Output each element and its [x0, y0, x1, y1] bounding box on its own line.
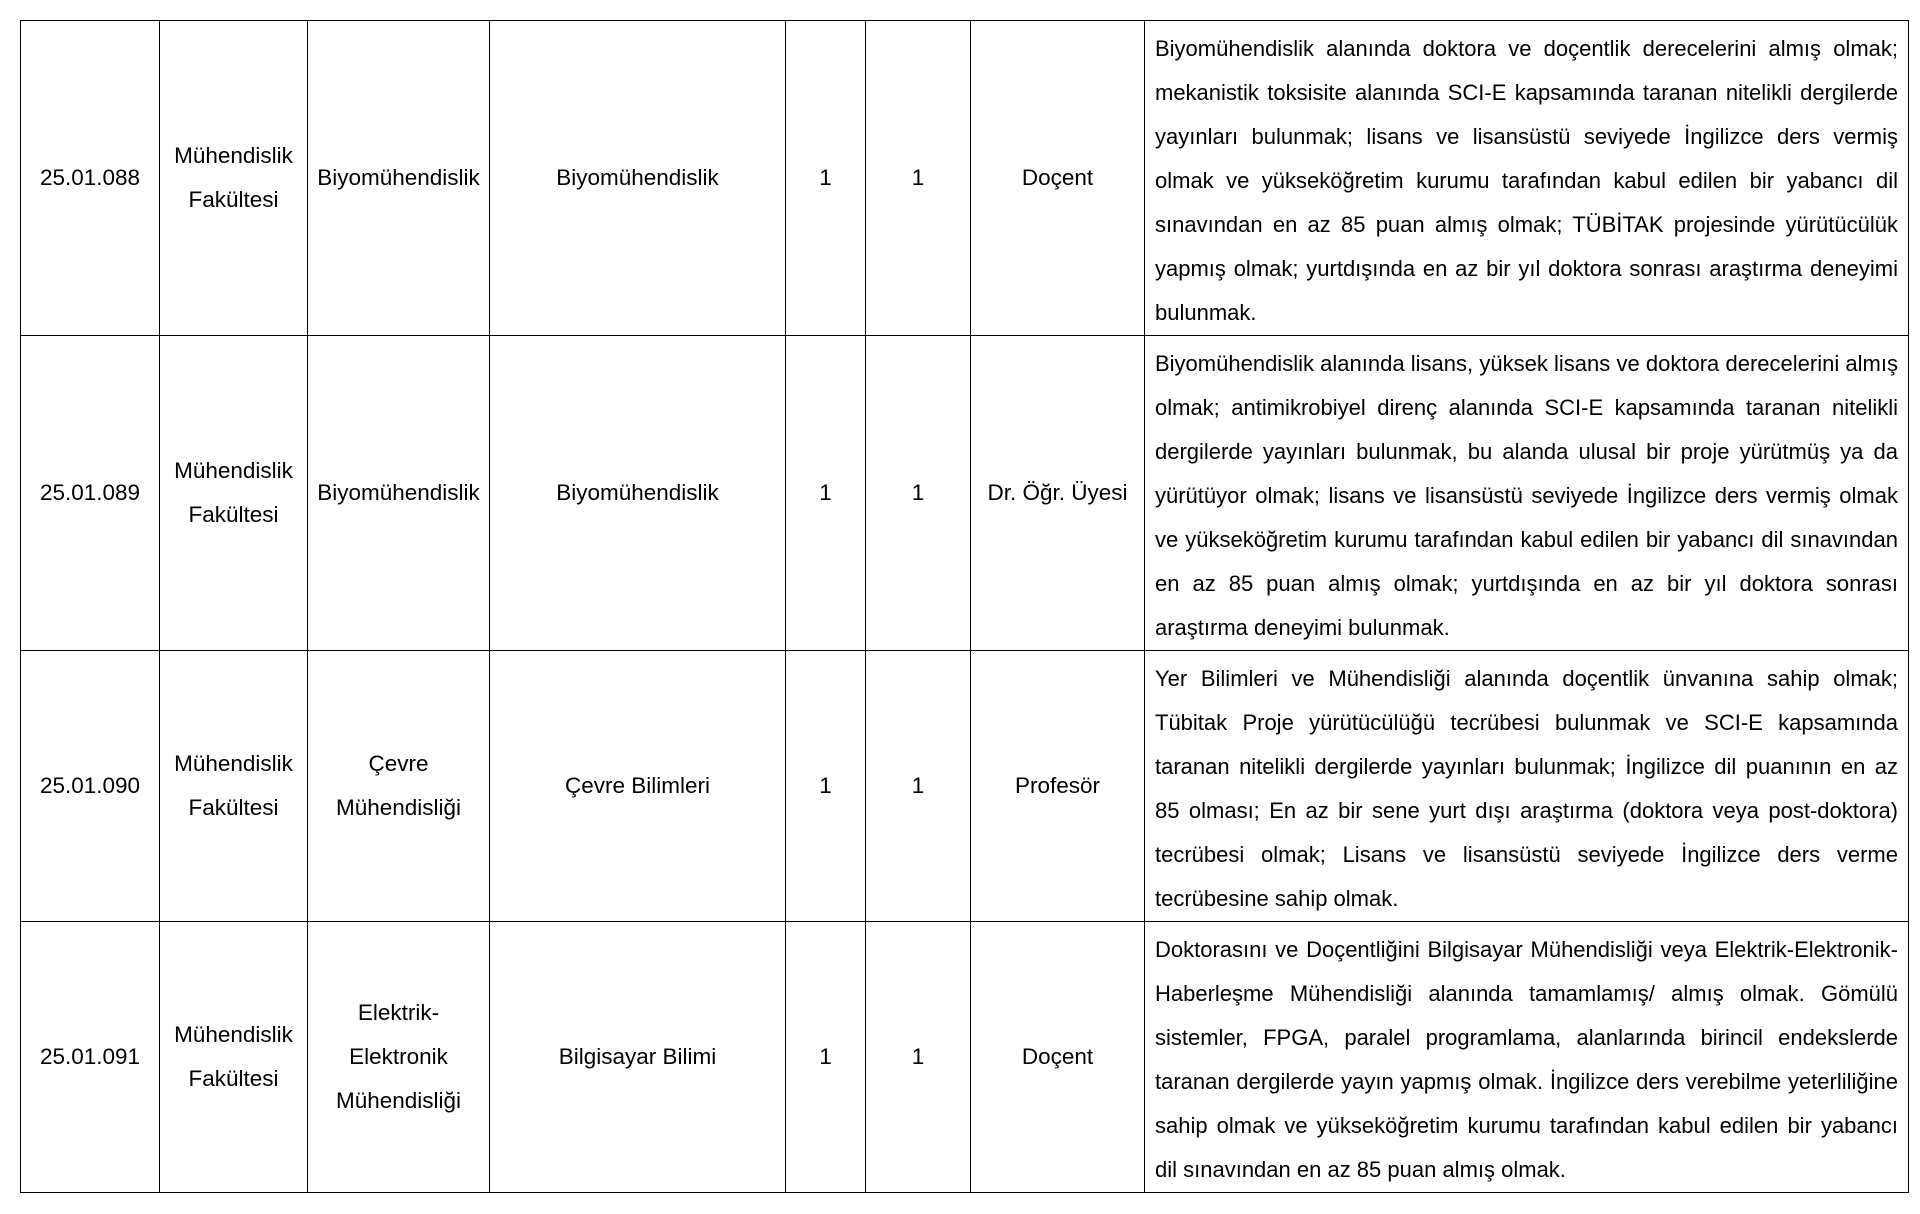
count-cell: 1 [866, 21, 971, 336]
table-row [21, 21, 1909, 336]
faculty-line: Mühendislik [174, 143, 293, 168]
table-row [21, 922, 1909, 1193]
position-code: 25.01.089 [21, 336, 160, 651]
field-cell: Bilgisayar Bilimi [490, 922, 786, 1193]
faculty-line: Fakültesi [188, 795, 279, 820]
faculty-line: Mühendislik [174, 1022, 293, 1047]
position-code: 25.01.088 [21, 21, 160, 336]
count-cell: 1 [866, 336, 971, 651]
positions-table [20, 20, 1909, 1193]
faculty-line: Fakültesi [188, 502, 279, 527]
count-cell: 1 [786, 336, 866, 651]
faculty-cell [160, 336, 308, 651]
position-code: 25.01.090 [21, 651, 160, 922]
faculty-cell [160, 922, 308, 1193]
department-cell [308, 922, 490, 1193]
requirements-cell: Doktorasını ve Doçentliğini Bilgisayar Mühendisliği veya Elektrik-Elektronik-Haberleşme Mühendisliği alanında tamamlamış/ almış olmak. Gömülü sistemler, FPGA, paralel programlama, alanlarında birincil endekslerde taranan dergilerde yayın yapmış olmak. İngilizce ders verebilme yeterliliğine sahip olmak ve yükseköğretim kurumu tarafından kabul edilen bir yabancı dil sınavından en az 85 puan almış olmak. [1145, 922, 1909, 1193]
faculty-cell [160, 651, 308, 922]
department-line: Elektronik [349, 1044, 448, 1069]
title-cell: Doçent [971, 21, 1145, 336]
faculty-line: Fakültesi [188, 187, 279, 212]
requirements-cell: Biyomühendislik alanında lisans, yüksek lisans ve doktora derecelerini almış olmak; antimikrobiyel direnç alanında SCI-E kapsamında taranan nitelikli dergilerde yayınları bulunmak, bu alanda ulusal bir proje yürütmüş ya da yürütüyor olmak; lisans ve lisansüstü seviyede İngilizce ders vermiş olmak ve yükseköğretim kurumu tarafından kabul edilen bir yabancı dil sınavından en az 85 puan almış olmak; yurtdışında en az bir yıl doktora sonrası araştırma deneyimi bulunmak. [1145, 336, 1909, 651]
title-cell: Dr. Öğr. Üyesi [971, 336, 1145, 651]
requirements-cell: Yer Bilimleri ve Mühendisliği alanında doçentlik ünvanına sahip olmak; Tübitak Proje yürütücülüğü tecrübesi bulunmak ve SCI-E kapsamında taranan nitelikli dergilerde yayınları bulunmak; İngilizce dil puanının en az 85 olması; En az bir sene yurt dışı araştırma (doktora veya post-doktora) tecrübesi olmak; Lisans ve lisansüstü seviyede İngilizce ders verme tecrübesine sahip olmak. [1145, 651, 1909, 922]
faculty-cell [160, 21, 308, 336]
field-cell: Biyomühendislik [490, 21, 786, 336]
department-line: Elektrik- [357, 1000, 440, 1025]
table-row [21, 651, 1909, 922]
department-cell [308, 336, 490, 651]
count-cell: 1 [786, 21, 866, 336]
title-cell: Doçent [971, 922, 1145, 1193]
requirements-cell: Biyomühendislik alanında doktora ve doçentlik derecelerini almış olmak; mekanistik toksisite alanında SCI-E kapsamında taranan nitelikli dergilerde yayınları bulunmak; lisans ve lisansüstü seviyede İngilizce ders vermiş olmak ve yükseköğretim kurumu tarafından kabul edilen bir yabancı dil sınavından en az 85 puan almış olmak; TÜBİTAK projesinde yürütücülük yapmış olmak; yurtdışında en az bir yıl doktora sonrası araştırma deneyimi bulunmak. [1145, 21, 1909, 336]
department-cell [308, 651, 490, 922]
faculty-line: Mühendislik [174, 458, 293, 483]
department-line: Mühendisliği [335, 795, 462, 820]
title-cell: Profesör [971, 651, 1145, 922]
faculty-line: Fakültesi [188, 1066, 279, 1091]
department-line: Biyomühendislik [317, 480, 480, 505]
department-line: Mühendisliği [335, 1088, 462, 1113]
department-line: Biyomühendislik [317, 165, 480, 190]
count-cell: 1 [866, 651, 971, 922]
count-cell: 1 [786, 922, 866, 1193]
department-cell [308, 21, 490, 336]
faculty-line: Mühendislik [174, 751, 293, 776]
count-cell: 1 [786, 651, 866, 922]
count-cell: 1 [866, 922, 971, 1193]
table-row [21, 336, 1909, 651]
position-code: 25.01.091 [21, 922, 160, 1193]
field-cell: Çevre Bilimleri [490, 651, 786, 922]
field-cell: Biyomühendislik [490, 336, 786, 651]
department-line: Çevre [368, 751, 429, 776]
